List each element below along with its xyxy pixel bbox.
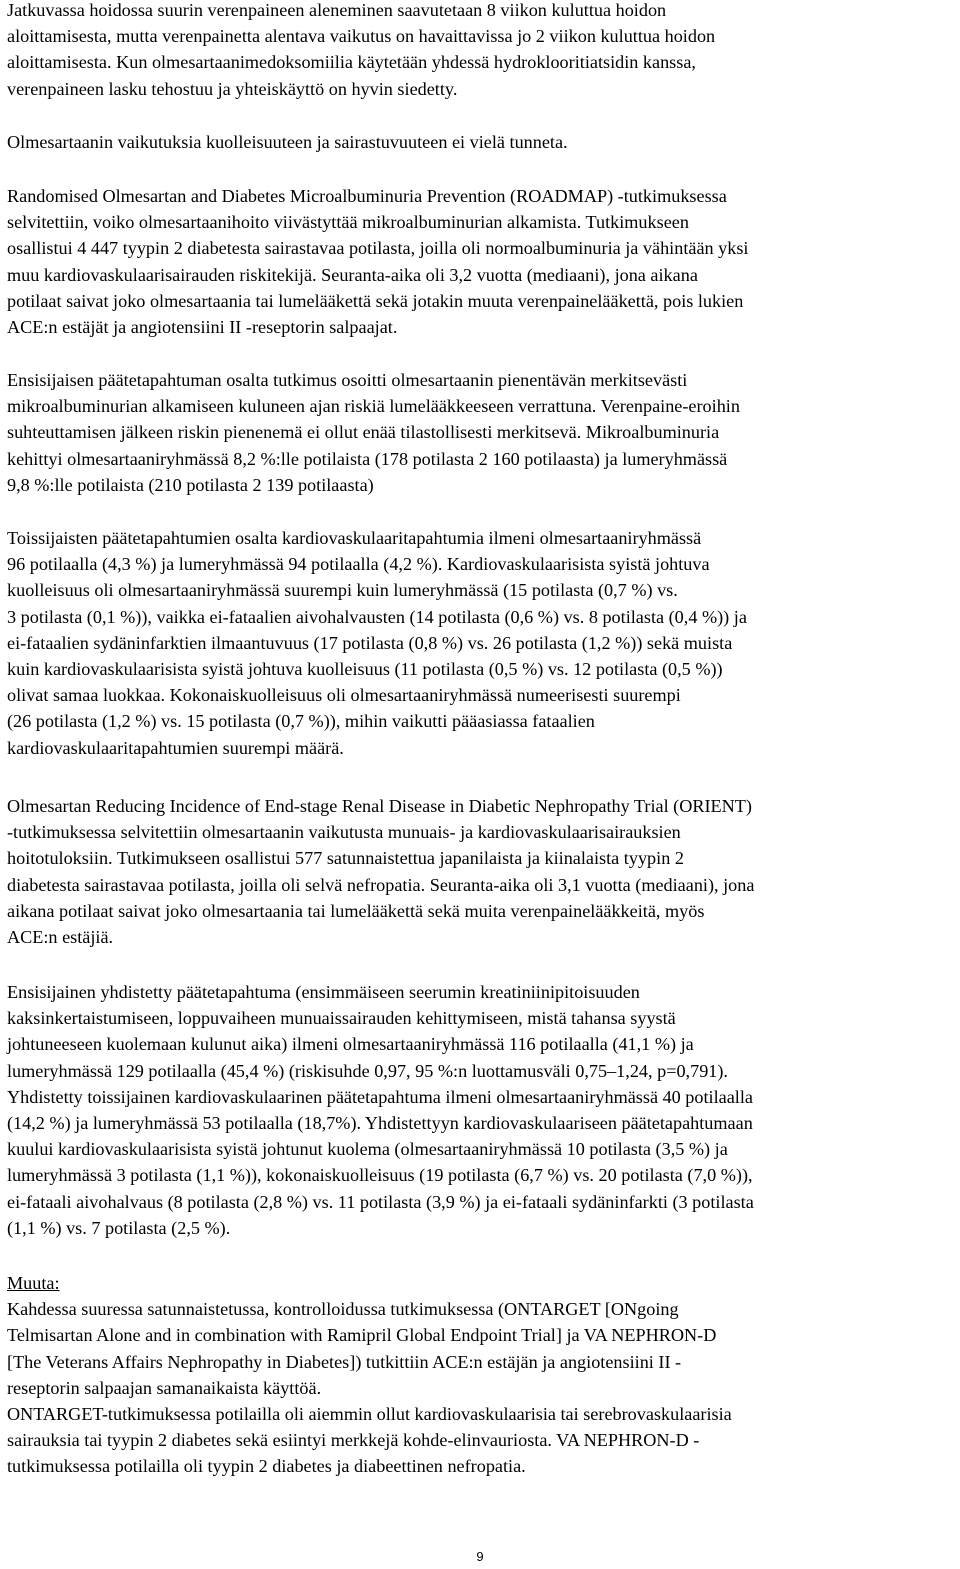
text-line: Olmesartaanin vaikutuksia kuolleisuuteen ja sairastuvuuteen ei vielä tunneta. bbox=[7, 132, 568, 152]
text-line: kuului kardiovaskulaarisista syistä johtunut kuolema (olmesartaaniryhmässä 10 potilasta (3,5 %) ja bbox=[7, 1139, 728, 1160]
text-line: olivat samaa luokkaa. Kokonaiskuolleisuus oli olmesartaaniryhmässä numeerisesti suurempi bbox=[7, 685, 681, 706]
paragraph-primary-endpoint bbox=[7, 367, 953, 498]
text-line: ei-fataalien sydäninfarktien ilmaantuvuus (17 potilasta (0,8 %) vs. 26 potilasta (1,2 %)) sekä muista bbox=[7, 632, 733, 653]
paragraph-other-section bbox=[7, 1270, 953, 1480]
text-line: ONTARGET-tutkimuksessa potilailla oli aiemmin ollut kardiovaskulaarisia tai serebrovaskulaarisia bbox=[7, 1404, 732, 1425]
text-line: Jatkuvassa hoidossa suurin verenpaineen aleneminen saavutetaan 8 viikon kuluttua hoidon bbox=[7, 0, 667, 20]
text-line: suhteuttamisen jälkeen riskin pienenemä ei ollut enää tilastollisesti merkitsevä. Mikroalbuminuria bbox=[7, 422, 720, 443]
text-line: aloittamisesta. Kun olmesartaanimedoksomiilia käytetään yhdessä hydroklooritiatsidin kanssa, bbox=[7, 52, 696, 73]
text-line: Olmesartan Reducing Incidence of End-stage Renal Disease in Diabetic Nephropathy Trial (ORIENT) bbox=[7, 796, 752, 816]
text-line: (14,2 %) ja lumeryhmässä 53 potilaalla (18,7%). Yhdistettyyn kardiovaskulaariseen päätetapahtumaan bbox=[7, 1113, 753, 1134]
text-line: kehittyi olmesartaaniryhmässä 8,2 %:lle potilaista (178 potilasta 2 160 potilaasta) ja lumeryhmässä bbox=[7, 448, 728, 469]
text-line: ACE:n estäjiä. bbox=[7, 927, 114, 948]
text-line: aloittamisesta, mutta verenpainetta alentava vaikutus on havaittavissa jo 2 viikon kuluttua hoidon bbox=[7, 26, 716, 47]
text-line: Yhdistetty toissijainen kardiovaskulaarinen päätetapahtuma ilmeni olmesartaaniryhmässä 40 potilaalla bbox=[7, 1086, 753, 1107]
text-line: -tutkimuksessa selvitettiin olmesartaanin vaikutusta munuais- ja kardiovaskulaarisairauksien bbox=[7, 822, 681, 843]
text-line: reseptorin salpaajan samanaikaista käyttöä. bbox=[7, 1377, 322, 1398]
text-line: (1,1 %) vs. 7 potilasta (2,5 %). bbox=[7, 1217, 231, 1238]
text-line: selvitettiin, voiko olmesartaanihoito viivästyttää mikroalbuminurian alkamista. Tutkimukseen bbox=[7, 212, 689, 233]
text-line: sairauksia tai tyypin 2 diabetes sekä esiintyi merkkejä kohde-elinvauriosta. VA NEPHRON-D - bbox=[7, 1430, 700, 1451]
text-line: mikroalbuminurian alkamiseen kuluneen ajan riskiä lumelääkkeeseen verrattuna. Verenpaine-eroihin bbox=[7, 396, 740, 417]
text-line: potilaat saivat joko olmesartaania tai lumelääkettä sekä jotakin muuta verenpainelääkettä, pois lukien bbox=[7, 290, 744, 311]
text-line: [The Veterans Affairs Nephropathy in Diabetes]) tutkittiin ACE:n estäjän ja angiotensiini II - bbox=[7, 1351, 682, 1372]
text-line: Ensisijaisen päätetapahtuman osalta tutkimus osoitti olmesartaanin pienentävän merkitsevästi bbox=[7, 370, 688, 390]
page-number: 9 bbox=[476, 1549, 484, 1564]
text-line: 9,8 %:lle potilaista (210 potilasta 2 139 potilaasta) bbox=[7, 474, 374, 495]
text-line: Toissijaisten päätetapahtumien osalta kardiovaskulaaritapahtumia ilmeni olmesartaaniryhmässä bbox=[7, 528, 702, 548]
paragraph-orient-study bbox=[7, 793, 953, 950]
text-line: Randomised Olmesartan and Diabetes Microalbuminuria Prevention (ROADMAP) -tutkimuksessa bbox=[7, 186, 727, 206]
text-line: 3 potilasta (0,1 %)), vaikka ei-fataalien aivohalvausten (14 potilasta (0,6 %) vs. 8 potilasta (0,4 %)) ja bbox=[7, 606, 747, 627]
text-line: Telmisartan Alone and in combination with Ramipril Global Endpoint Trial] ja VA NEPHRON-D bbox=[7, 1325, 717, 1346]
text-line: johtuneeseen kuolemaan kulunut aika) ilmeni olmesartaaniryhmässä 116 potilaalla (41,1 %) ja bbox=[7, 1034, 694, 1055]
text-line: kuin kardiovaskulaarisista syistä johtuva kuolleisuus (11 potilasta (0,5 %) vs. 12 potilasta (0,5 %)) bbox=[7, 659, 723, 680]
paragraph-orient-endpoints bbox=[7, 979, 953, 1241]
text-line: muu kardiovaskulaarisairauden riskitekijä. Seuranta-aika oli 3,2 vuotta (mediaani), jona aikana bbox=[7, 264, 698, 285]
text-line: aikana potilaat saivat joko olmesartaania tai lumelääkettä sekä muita verenpainelääkkeitä, myös bbox=[7, 900, 705, 921]
paragraph-secondary-endpoints bbox=[7, 525, 953, 761]
text-line: lumeryhmässä 129 potilaalla (45,4 %) (riskisuhde 0,97, 95 %:n luottamusväli 0,75–1,24, p=0,791). bbox=[7, 1060, 728, 1081]
section-heading-other: Muuta: bbox=[7, 1273, 60, 1293]
text-line: kuolleisuus oli olmesartaaniryhmässä suurempi kuin lumeryhmässä (15 potilasta (0,7 %) vs. bbox=[7, 580, 678, 601]
text-line: diabetesta sairastavaa potilasta, joilla oli selvä nefropatia. Seuranta-aika oli 3,1 vuotta (mediaani), jona bbox=[7, 874, 755, 895]
text-line: ACE:n estäjät ja angiotensiini II -reseptorin salpaajat. bbox=[7, 317, 398, 338]
text-line: ei-fataali aivohalvaus (8 potilasta (2,8 %) vs. 11 potilasta (3,9 %) ja ei-fataali sydäninfarkti (3 potilasta bbox=[7, 1191, 754, 1212]
paragraph-mortality-unknown bbox=[7, 129, 953, 155]
text-line: Kahdessa suuressa satunnaistetussa, kontrolloidussa tutkimuksessa (ONTARGET [ONgoing bbox=[7, 1299, 679, 1320]
text-line: tutkimuksessa potilailla oli tyypin 2 diabetes ja diabeettinen nefropatia. bbox=[7, 1456, 526, 1477]
text-line: 96 potilaalla (4,3 %) ja lumeryhmässä 94 potilaalla (4,2 %). Kardiovaskulaarisista syistä johtuva bbox=[7, 554, 710, 575]
text-line: kardiovaskulaaritapahtumien suurempi määrä. bbox=[7, 737, 344, 758]
text-line: (26 potilasta (1,2 %) vs. 15 potilasta (0,7 %)), mihin vaikutti pääasiassa fataalien bbox=[7, 711, 595, 732]
paragraph-roadmap-study bbox=[7, 183, 953, 340]
text-line: osallistui 4 447 tyypin 2 diabetesta sairastavaa potilasta, joilla oli normoalbuminuria ja vähintään yksi bbox=[7, 238, 749, 259]
text-line: lumeryhmässä 3 potilasta (1,1 %)), kokonaiskuolleisuus (19 potilasta (6,7 %) vs. 20 potilasta (7,0 %)), bbox=[7, 1165, 753, 1186]
text-line: kaksinkertaistumiseen, loppuvaiheen munuaissairauden kehittymiseen, mistä tahansa syystä bbox=[7, 1008, 676, 1029]
text-line: verenpaineen lasku tehostuu ja yhteiskäyttö on hyvin siedetty. bbox=[7, 78, 458, 99]
text-line: hoitotuloksiin. Tutkimukseen osallistui 577 satunnaistettua japanilaista ja kiinalaista tyypin 2 bbox=[7, 848, 684, 869]
paragraph-treatment-effect bbox=[7, 0, 953, 102]
text-line: Ensisijainen yhdistetty päätetapahtuma (ensimmäiseen seerumin kreatiniinipitoisuuden bbox=[7, 982, 640, 1002]
